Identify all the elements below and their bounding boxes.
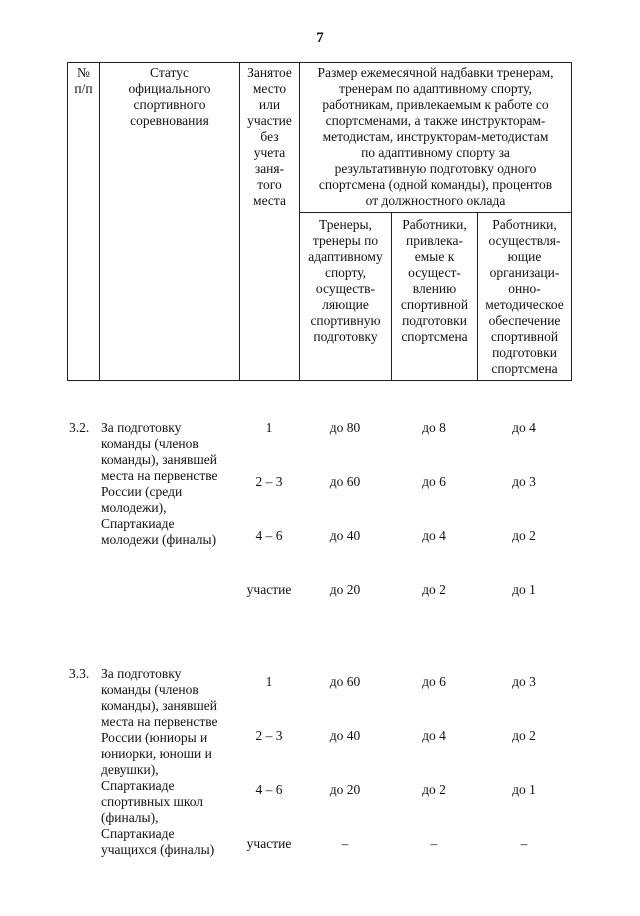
place-cell: участие [246, 582, 292, 597]
workers-cell: до 2 [422, 582, 446, 597]
section-number: 3.2. [69, 420, 90, 435]
table-row [67, 666, 571, 720]
trainers-cell: до 20 [329, 782, 361, 797]
workers-cell: до 4 [422, 528, 446, 543]
trainers-cell: до 40 [329, 728, 361, 743]
methodists-cell: до 3 [512, 474, 536, 489]
section-number: 3.3. [69, 666, 90, 681]
workers-cell: до 8 [422, 420, 446, 435]
header-col-trainers: Тренеры, тренеры по адаптивному спорту, осуществ- ляющие спортивную подготовку [300, 213, 392, 381]
place-cell: 2 – 3 [255, 474, 283, 489]
header-place: Занятое место или участие без учета заня- того места [240, 63, 300, 381]
place-cell: 2 – 3 [255, 728, 283, 743]
methodists-cell: до 2 [512, 728, 536, 743]
header-status: Статус официального спортивного соревнования [100, 63, 240, 381]
place-cell: 1 [265, 420, 273, 435]
section-spacer [67, 628, 571, 666]
trainers-cell: до 80 [329, 420, 361, 435]
trainers-cell: до 60 [329, 674, 361, 689]
methodists-cell: до 4 [512, 420, 536, 435]
section-title: За подготовку команды (членов команды), занявшей места на первенстве России (среди молодежи), Спартакиаде молодежи (финалы) [101, 420, 218, 547]
methodists-cell: до 3 [512, 674, 536, 689]
section-title: За подготовку команды (членов команды), занявшей места на первенстве России (юниоры и юниорки, юноши и девушки), Спартакиаде спортивных школ (финалы), Спартакиаде учащихся (финалы) [101, 666, 218, 857]
place-cell: участие [246, 836, 292, 851]
trainers-cell: до 60 [329, 474, 361, 489]
methodists-cell: до 2 [512, 528, 536, 543]
place-cell: 4 – 6 [255, 782, 283, 797]
workers-cell: до 6 [422, 674, 446, 689]
header-col-workers: Работники, привлека- емые к осущест- влению спортивной подготовки спортсмена [392, 213, 478, 381]
workers-cell: до 4 [422, 728, 446, 743]
trainers-cell: – [341, 836, 349, 851]
table-header [67, 62, 572, 381]
workers-cell: – [430, 836, 438, 851]
workers-cell: до 2 [422, 782, 446, 797]
methodists-cell: – [520, 836, 528, 851]
methodists-cell: до 1 [512, 582, 536, 597]
trainers-cell: до 20 [329, 582, 361, 597]
header-allowance: Размер ежемесячной надбавки тренерам, тренерам по адаптивному спорту, работникам, привлекаемым к работе со спортсменами, а также инструкторам- методистам, инструкторам-методистам по адаптивному спорту за результативную подготовку одного спортсмена (одной команды), процентов от должностного оклада [300, 63, 572, 213]
header-num: № п/п [68, 63, 100, 381]
methodists-cell: до 1 [512, 782, 536, 797]
table-row [67, 412, 571, 466]
trainers-cell: до 40 [329, 528, 361, 543]
workers-cell: до 6 [422, 474, 446, 489]
place-cell: 4 – 6 [255, 528, 283, 543]
place-cell: 1 [265, 674, 273, 689]
header-col-methodists: Работники, осуществля- ющие организаци- онно- методическое обеспечение спортивной подготовки спортсмена [478, 213, 572, 381]
page-number: 7 [316, 30, 324, 46]
table-body [67, 412, 571, 916]
